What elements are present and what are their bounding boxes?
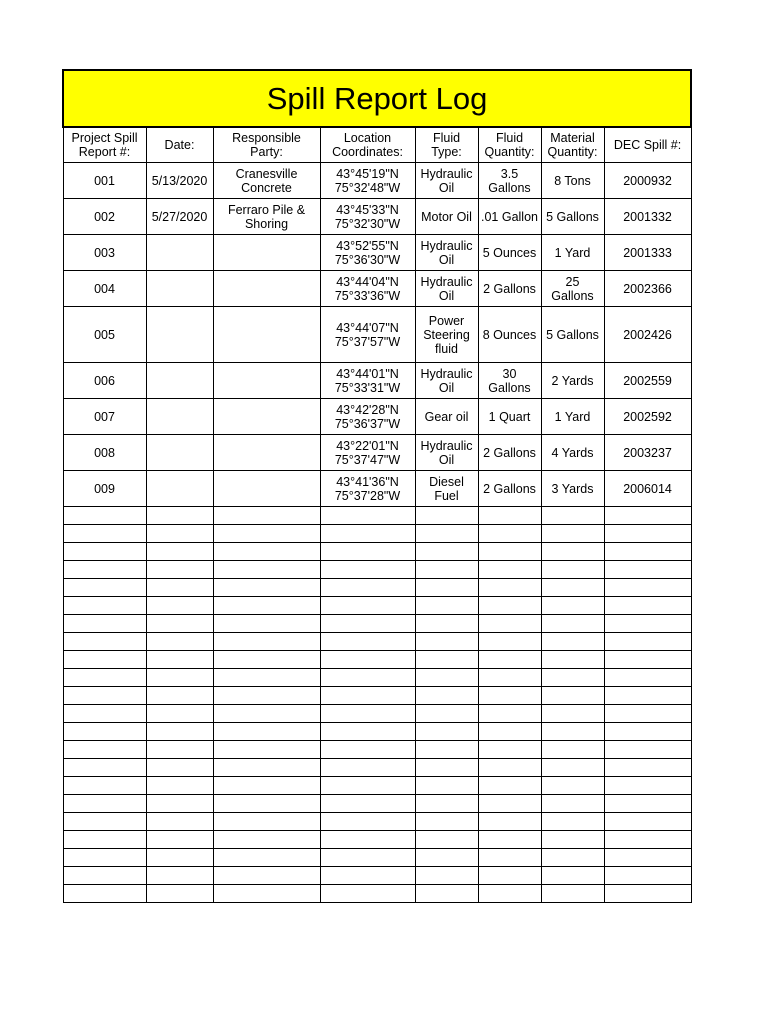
empty-row	[63, 525, 691, 543]
empty-cell[interactable]	[146, 687, 213, 705]
cell-report-number[interactable]: 007	[63, 399, 146, 435]
empty-cell[interactable]	[478, 687, 541, 705]
empty-row	[63, 543, 691, 561]
empty-cell[interactable]	[320, 579, 415, 597]
empty-cell[interactable]	[415, 795, 478, 813]
empty-cell[interactable]	[415, 867, 478, 885]
empty-cell[interactable]	[415, 507, 478, 525]
empty-cell[interactable]	[146, 867, 213, 885]
empty-cell[interactable]	[604, 723, 691, 741]
cell-report-number[interactable]: 005	[63, 307, 146, 363]
empty-row	[63, 813, 691, 831]
empty-cell[interactable]	[213, 669, 320, 687]
empty-cell[interactable]	[213, 687, 320, 705]
empty-cell[interactable]	[415, 885, 478, 903]
cell-location-coordinates[interactable]: 43°22'01"N 75°37'47"W	[320, 435, 415, 471]
empty-cell[interactable]	[146, 885, 213, 903]
empty-row	[63, 867, 691, 885]
cell-location-coordinates[interactable]: 43°52'55"N 75°36'30"W	[320, 235, 415, 271]
empty-cell[interactable]	[320, 705, 415, 723]
empty-cell[interactable]	[146, 507, 213, 525]
empty-cell[interactable]	[213, 723, 320, 741]
cell-material-quantity[interactable]: 3 Yards	[541, 471, 604, 507]
empty-cell[interactable]	[604, 759, 691, 777]
empty-cell[interactable]	[415, 651, 478, 669]
cell-report-number[interactable]: 008	[63, 435, 146, 471]
empty-cell[interactable]	[415, 543, 478, 561]
empty-cell[interactable]	[604, 561, 691, 579]
empty-cell[interactable]	[478, 723, 541, 741]
empty-cell[interactable]	[213, 831, 320, 849]
empty-cell[interactable]	[320, 777, 415, 795]
empty-row	[63, 723, 691, 741]
empty-cell[interactable]	[478, 867, 541, 885]
empty-cell[interactable]	[604, 741, 691, 759]
empty-cell[interactable]	[320, 507, 415, 525]
cell-date[interactable]	[146, 307, 213, 363]
cell-report-number[interactable]: 006	[63, 363, 146, 399]
cell-fluid-type[interactable]: Gear oil	[415, 399, 478, 435]
empty-cell[interactable]	[146, 831, 213, 849]
table-row	[63, 363, 691, 399]
table-row	[63, 399, 691, 435]
empty-cell[interactable]	[146, 633, 213, 651]
empty-cell[interactable]	[146, 723, 213, 741]
empty-cell[interactable]	[478, 543, 541, 561]
empty-cell[interactable]	[415, 669, 478, 687]
empty-cell[interactable]	[320, 795, 415, 813]
empty-cell[interactable]	[478, 651, 541, 669]
cell-dec-spill-number[interactable]: 2000932	[604, 163, 691, 199]
empty-cell[interactable]	[541, 525, 604, 543]
cell-location-coordinates[interactable]: 43°42'28"N 75°36'37"W	[320, 399, 415, 435]
table-row	[63, 307, 691, 363]
empty-cell[interactable]	[415, 849, 478, 867]
empty-cell[interactable]	[478, 669, 541, 687]
empty-cell[interactable]	[320, 849, 415, 867]
empty-cell[interactable]	[541, 687, 604, 705]
empty-cell[interactable]	[213, 849, 320, 867]
empty-row	[63, 615, 691, 633]
header-cell-location-coordinates[interactable]: Location Coordinates:	[320, 127, 415, 163]
empty-cell[interactable]	[63, 543, 146, 561]
empty-cell[interactable]	[213, 615, 320, 633]
empty-cell[interactable]	[146, 849, 213, 867]
empty-cell[interactable]	[478, 831, 541, 849]
empty-cell[interactable]	[63, 759, 146, 777]
empty-cell[interactable]	[63, 615, 146, 633]
empty-cell[interactable]	[541, 507, 604, 525]
cell-location-coordinates[interactable]: 43°44'04"N 75°33'36"W	[320, 271, 415, 307]
cell-location-coordinates[interactable]: 43°44'07"N 75°37'57"W	[320, 307, 415, 363]
empty-cell[interactable]	[478, 885, 541, 903]
empty-cell[interactable]	[63, 597, 146, 615]
empty-cell[interactable]	[541, 651, 604, 669]
cell-fluid-quantity[interactable]: 8 Ounces	[478, 307, 541, 363]
header-cell-dec-spill-number[interactable]: DEC Spill #:	[604, 127, 691, 163]
empty-row	[63, 507, 691, 525]
empty-cell[interactable]	[63, 579, 146, 597]
empty-cell[interactable]	[146, 561, 213, 579]
header-row	[63, 127, 691, 163]
empty-cell[interactable]	[320, 885, 415, 903]
empty-cell[interactable]	[604, 651, 691, 669]
cell-location-coordinates[interactable]: 43°44'01"N 75°33'31"W	[320, 363, 415, 399]
empty-row	[63, 669, 691, 687]
cell-date[interactable]	[146, 435, 213, 471]
cell-responsible-party[interactable]: Ferraro Pile & Shoring	[213, 199, 320, 235]
empty-cell[interactable]	[213, 885, 320, 903]
empty-row	[63, 849, 691, 867]
empty-cell[interactable]	[146, 759, 213, 777]
empty-row	[63, 687, 691, 705]
empty-row	[63, 777, 691, 795]
empty-cell[interactable]	[415, 597, 478, 615]
empty-cell[interactable]	[541, 741, 604, 759]
empty-cell[interactable]	[146, 579, 213, 597]
cell-location-coordinates[interactable]: 43°41'36"N 75°37'28"W	[320, 471, 415, 507]
empty-cell[interactable]	[415, 705, 478, 723]
cell-material-quantity[interactable]: 5 Gallons	[541, 199, 604, 235]
empty-row	[63, 561, 691, 579]
cell-fluid-quantity[interactable]: 2 Gallons	[478, 471, 541, 507]
empty-cell[interactable]	[320, 543, 415, 561]
table-row	[63, 199, 691, 235]
cell-fluid-quantity[interactable]: .01 Gallon	[478, 199, 541, 235]
cell-fluid-type[interactable]: Hydraulic Oil	[415, 235, 478, 271]
empty-row	[63, 705, 691, 723]
cell-fluid-quantity[interactable]: 3.5 Gallons	[478, 163, 541, 199]
empty-cell[interactable]	[63, 795, 146, 813]
empty-cell[interactable]	[541, 669, 604, 687]
cell-responsible-party[interactable]	[213, 435, 320, 471]
cell-responsible-party[interactable]	[213, 307, 320, 363]
empty-cell[interactable]	[415, 723, 478, 741]
empty-cell[interactable]	[541, 849, 604, 867]
empty-cell[interactable]	[146, 651, 213, 669]
empty-cell[interactable]	[63, 705, 146, 723]
cell-dec-spill-number[interactable]: 2002559	[604, 363, 691, 399]
empty-cell[interactable]	[63, 777, 146, 795]
empty-cell[interactable]	[541, 777, 604, 795]
empty-cell[interactable]	[320, 687, 415, 705]
empty-cell[interactable]	[604, 669, 691, 687]
cell-dec-spill-number[interactable]: 2001332	[604, 199, 691, 235]
cell-responsible-party[interactable]	[213, 235, 320, 271]
empty-cell[interactable]	[213, 507, 320, 525]
empty-cell[interactable]	[63, 561, 146, 579]
empty-row	[63, 597, 691, 615]
empty-cell[interactable]	[213, 705, 320, 723]
table-row	[63, 435, 691, 471]
empty-cell[interactable]	[320, 651, 415, 669]
table-row	[63, 271, 691, 307]
empty-cell[interactable]	[604, 507, 691, 525]
empty-cell[interactable]	[213, 579, 320, 597]
empty-cell[interactable]	[213, 525, 320, 543]
empty-cell[interactable]	[213, 633, 320, 651]
empty-cell[interactable]	[604, 615, 691, 633]
empty-cell[interactable]	[63, 813, 146, 831]
cell-responsible-party[interactable]: Cranesville Concrete	[213, 163, 320, 199]
empty-cell[interactable]	[213, 795, 320, 813]
header-cell-fluid-quantity[interactable]: Fluid Quantity:	[478, 127, 541, 163]
empty-cell[interactable]	[415, 561, 478, 579]
cell-material-quantity[interactable]: 1 Yard	[541, 399, 604, 435]
table-row	[63, 163, 691, 199]
empty-cell[interactable]	[541, 579, 604, 597]
cell-fluid-type[interactable]: Diesel Fuel	[415, 471, 478, 507]
table-row	[63, 235, 691, 271]
empty-cell[interactable]	[604, 579, 691, 597]
cell-dec-spill-number[interactable]: 2002592	[604, 399, 691, 435]
cell-date[interactable]	[146, 399, 213, 435]
cell-fluid-quantity[interactable]: 5 Ounces	[478, 235, 541, 271]
empty-cell[interactable]	[541, 633, 604, 651]
cell-location-coordinates[interactable]: 43°45'19"N 75°32'48"W	[320, 163, 415, 199]
empty-cell[interactable]	[63, 723, 146, 741]
empty-cell[interactable]	[146, 669, 213, 687]
empty-cell[interactable]	[541, 795, 604, 813]
empty-cell[interactable]	[604, 633, 691, 651]
cell-dec-spill-number[interactable]: 2001333	[604, 235, 691, 271]
empty-cell[interactable]	[541, 561, 604, 579]
empty-cell[interactable]	[415, 741, 478, 759]
empty-cell[interactable]	[541, 597, 604, 615]
empty-cell[interactable]	[604, 867, 691, 885]
cell-fluid-type[interactable]: Motor Oil	[415, 199, 478, 235]
empty-cell[interactable]	[213, 741, 320, 759]
empty-cell[interactable]	[604, 705, 691, 723]
cell-dec-spill-number[interactable]: 2002366	[604, 271, 691, 307]
empty-cell[interactable]	[63, 831, 146, 849]
empty-cell[interactable]	[146, 543, 213, 561]
cell-date[interactable]	[146, 363, 213, 399]
empty-cell[interactable]	[541, 759, 604, 777]
empty-cell[interactable]	[478, 795, 541, 813]
cell-fluid-type[interactable]: Hydraulic Oil	[415, 163, 478, 199]
cell-dec-spill-number[interactable]: 2006014	[604, 471, 691, 507]
table-row	[63, 471, 691, 507]
empty-cell[interactable]	[146, 795, 213, 813]
cell-date[interactable]	[146, 271, 213, 307]
empty-cell[interactable]	[146, 813, 213, 831]
empty-cell[interactable]	[541, 831, 604, 849]
empty-cell[interactable]	[146, 525, 213, 543]
empty-cell[interactable]	[63, 651, 146, 669]
header-cell-date[interactable]: Date:	[146, 127, 213, 163]
empty-cell[interactable]	[478, 741, 541, 759]
empty-cell[interactable]	[415, 687, 478, 705]
spill-report-table	[62, 69, 692, 903]
empty-cell[interactable]	[213, 561, 320, 579]
empty-cell[interactable]	[541, 867, 604, 885]
empty-cell[interactable]	[63, 741, 146, 759]
empty-cell[interactable]	[63, 849, 146, 867]
empty-cell[interactable]	[415, 633, 478, 651]
empty-cell[interactable]	[63, 885, 146, 903]
cell-fluid-type[interactable]: Power Steering fluid	[415, 307, 478, 363]
cell-report-number[interactable]: 009	[63, 471, 146, 507]
empty-cell[interactable]	[320, 669, 415, 687]
title-row	[63, 70, 691, 127]
empty-cell[interactable]	[213, 813, 320, 831]
empty-cell[interactable]	[478, 525, 541, 543]
empty-cell[interactable]	[604, 777, 691, 795]
header-cell-fluid-type[interactable]: Fluid Type:	[415, 127, 478, 163]
empty-cell[interactable]	[604, 795, 691, 813]
empty-cell[interactable]	[320, 615, 415, 633]
cell-fluid-quantity[interactable]: 2 Gallons	[478, 435, 541, 471]
empty-cell[interactable]	[320, 561, 415, 579]
empty-cell[interactable]	[146, 615, 213, 633]
cell-fluid-type[interactable]: Hydraulic Oil	[415, 435, 478, 471]
empty-row	[63, 633, 691, 651]
empty-cell[interactable]	[541, 615, 604, 633]
empty-cell[interactable]	[146, 741, 213, 759]
empty-cell[interactable]	[541, 543, 604, 561]
cell-report-number[interactable]: 002	[63, 199, 146, 235]
cell-material-quantity[interactable]: 1 Yard	[541, 235, 604, 271]
empty-cell[interactable]	[415, 579, 478, 597]
empty-row	[63, 651, 691, 669]
empty-cell[interactable]	[63, 867, 146, 885]
header-cell-material-quantity[interactable]: Material Quantity:	[541, 127, 604, 163]
empty-cell[interactable]	[541, 705, 604, 723]
empty-cell[interactable]	[415, 759, 478, 777]
cell-location-coordinates[interactable]: 43°45'33"N 75°32'30"W	[320, 199, 415, 235]
empty-cell[interactable]	[63, 507, 146, 525]
empty-cell[interactable]	[320, 633, 415, 651]
empty-cell[interactable]	[320, 831, 415, 849]
cell-report-number[interactable]: 003	[63, 235, 146, 271]
header-cell-report-number[interactable]: Project Spill Report #:	[63, 127, 146, 163]
cell-material-quantity[interactable]: 25 Gallons	[541, 271, 604, 307]
empty-row	[63, 579, 691, 597]
empty-cell[interactable]	[478, 813, 541, 831]
empty-cell[interactable]	[604, 813, 691, 831]
empty-cell[interactable]	[478, 579, 541, 597]
empty-cell[interactable]	[320, 813, 415, 831]
empty-cell[interactable]	[320, 759, 415, 777]
empty-cell[interactable]	[63, 633, 146, 651]
empty-cell[interactable]	[320, 597, 415, 615]
cell-responsible-party[interactable]	[213, 363, 320, 399]
empty-cell[interactable]	[415, 615, 478, 633]
empty-cell[interactable]	[320, 723, 415, 741]
empty-cell[interactable]	[320, 741, 415, 759]
empty-cell[interactable]	[415, 813, 478, 831]
empty-cell[interactable]	[146, 777, 213, 795]
empty-cell[interactable]	[541, 813, 604, 831]
empty-cell[interactable]	[604, 885, 691, 903]
empty-cell[interactable]	[478, 849, 541, 867]
empty-cell[interactable]	[320, 525, 415, 543]
empty-row	[63, 741, 691, 759]
cell-date[interactable]	[146, 235, 213, 271]
cell-fluid-quantity[interactable]: 1 Quart	[478, 399, 541, 435]
empty-cell[interactable]	[478, 597, 541, 615]
empty-cell[interactable]	[415, 831, 478, 849]
empty-cell[interactable]	[213, 777, 320, 795]
cell-material-quantity[interactable]: 5 Gallons	[541, 307, 604, 363]
cell-responsible-party[interactable]	[213, 271, 320, 307]
empty-cell[interactable]	[604, 687, 691, 705]
empty-row	[63, 759, 691, 777]
header-cell-responsible-party[interactable]: Responsible Party:	[213, 127, 320, 163]
sheet-title[interactable]: Spill Report Log	[63, 70, 691, 127]
empty-cell[interactable]	[213, 867, 320, 885]
empty-cell[interactable]	[213, 759, 320, 777]
cell-date[interactable]	[146, 471, 213, 507]
cell-report-number[interactable]: 004	[63, 271, 146, 307]
empty-cell[interactable]	[478, 561, 541, 579]
empty-cell[interactable]	[478, 705, 541, 723]
empty-cell[interactable]	[146, 705, 213, 723]
empty-cell[interactable]	[604, 831, 691, 849]
cell-fluid-quantity[interactable]: 30 Gallons	[478, 363, 541, 399]
cell-material-quantity[interactable]: 4 Yards	[541, 435, 604, 471]
empty-row	[63, 831, 691, 849]
empty-cell[interactable]	[478, 507, 541, 525]
empty-cell[interactable]	[478, 633, 541, 651]
empty-cell[interactable]	[63, 687, 146, 705]
empty-cell[interactable]	[213, 543, 320, 561]
empty-cell[interactable]	[604, 849, 691, 867]
empty-row	[63, 885, 691, 903]
cell-material-quantity[interactable]: 2 Yards	[541, 363, 604, 399]
cell-fluid-type[interactable]: Hydraulic Oil	[415, 271, 478, 307]
empty-cell[interactable]	[63, 669, 146, 687]
empty-cell[interactable]	[541, 723, 604, 741]
cell-responsible-party[interactable]	[213, 471, 320, 507]
empty-cell[interactable]	[213, 597, 320, 615]
cell-dec-spill-number[interactable]: 2002426	[604, 307, 691, 363]
empty-cell[interactable]	[415, 777, 478, 795]
empty-cell[interactable]	[541, 885, 604, 903]
empty-cell[interactable]	[478, 759, 541, 777]
empty-cell[interactable]	[478, 615, 541, 633]
empty-cell[interactable]	[146, 597, 213, 615]
empty-cell[interactable]	[604, 597, 691, 615]
cell-fluid-quantity[interactable]: 2 Gallons	[478, 271, 541, 307]
cell-responsible-party[interactable]	[213, 399, 320, 435]
empty-cell[interactable]	[604, 543, 691, 561]
empty-cell[interactable]	[320, 867, 415, 885]
cell-date[interactable]: 5/27/2020	[146, 199, 213, 235]
cell-material-quantity[interactable]: 8 Tons	[541, 163, 604, 199]
empty-cell[interactable]	[63, 525, 146, 543]
empty-cell[interactable]	[604, 525, 691, 543]
cell-report-number[interactable]: 001	[63, 163, 146, 199]
cell-fluid-type[interactable]: Hydraulic Oil	[415, 363, 478, 399]
empty-cell[interactable]	[213, 651, 320, 669]
empty-row	[63, 795, 691, 813]
empty-cell[interactable]	[415, 525, 478, 543]
cell-date[interactable]: 5/13/2020	[146, 163, 213, 199]
empty-cell[interactable]	[478, 777, 541, 795]
cell-dec-spill-number[interactable]: 2003237	[604, 435, 691, 471]
